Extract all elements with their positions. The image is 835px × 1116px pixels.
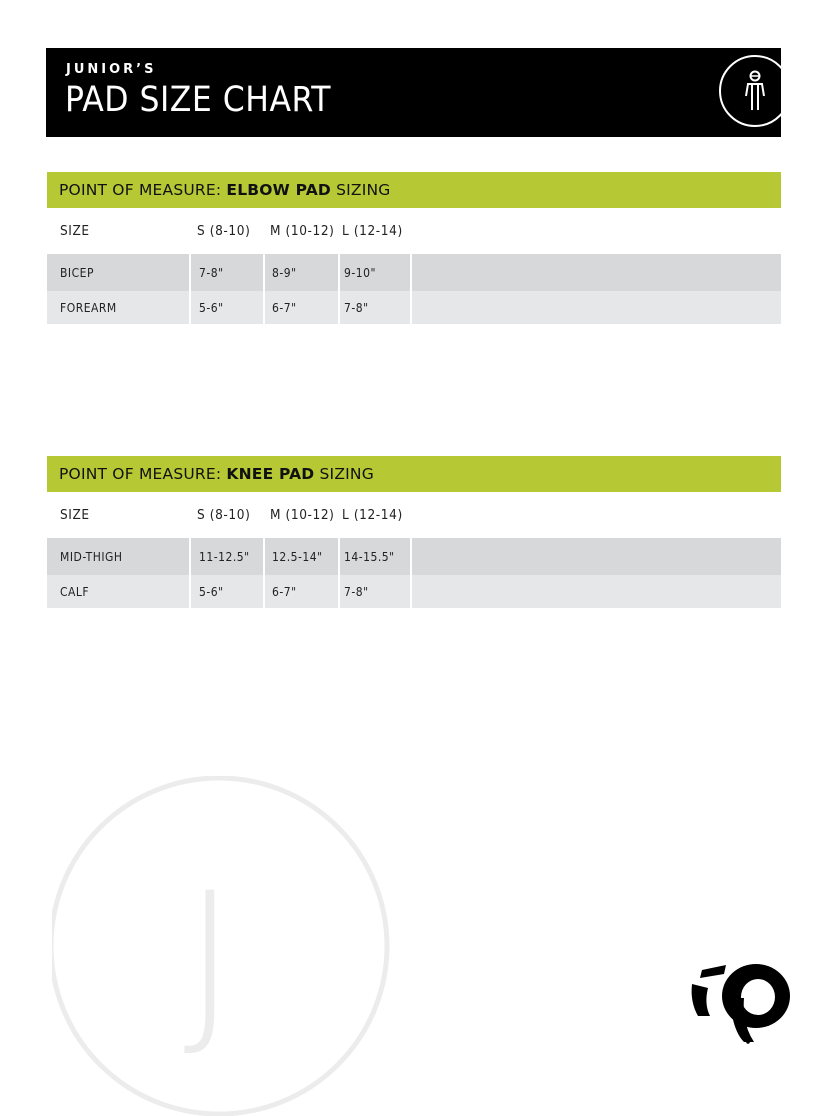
column-header: S (8-10) (197, 223, 251, 239)
table-cell-empty (410, 538, 781, 575)
table-cell: 11-12.5" (189, 538, 263, 575)
watermark-letter: J (183, 855, 237, 1064)
table-cell-empty (410, 254, 781, 291)
table-cell: 14-15.5" (338, 538, 410, 575)
column-header: S (8-10) (197, 507, 251, 523)
row-label: FOREARM (60, 300, 117, 315)
table-header-row (47, 208, 781, 254)
elbow-pad-section (47, 172, 781, 324)
page-title: PAD SIZE CHART (65, 80, 332, 120)
column-header: M (10-12) (270, 223, 335, 239)
table-row (47, 291, 781, 324)
table-row (47, 538, 781, 575)
table-cell-empty (410, 291, 781, 324)
column-header: SIZE (60, 223, 90, 239)
table-header-row (47, 492, 781, 538)
table-cell: 5-6" (189, 575, 263, 608)
table-cell: 7-8" (338, 575, 410, 608)
junior-figure-icon (718, 54, 781, 128)
row-label: MID-THIGH (60, 549, 123, 564)
knee-section-heading: POINT OF MEASURE: KNEE PAD SIZING (47, 456, 781, 492)
table-cell: 6-7" (263, 575, 338, 608)
column-header: L (12-14) (342, 507, 403, 523)
table-cell: 12.5-14" (263, 538, 338, 575)
table-cell: 5-6" (189, 291, 263, 324)
table-cell: 8-9" (263, 254, 338, 291)
row-label: BICEP (60, 265, 94, 280)
column-header: M (10-12) (270, 507, 335, 523)
brand-logo (686, 958, 798, 1046)
table-cell: 9-10" (338, 254, 410, 291)
page-header (46, 48, 781, 137)
table-cell: 7-8" (338, 291, 410, 324)
elbow-section-heading: POINT OF MEASURE: ELBOW PAD SIZING (47, 172, 781, 208)
table-cell: 6-7" (263, 291, 338, 324)
row-label: CALF (60, 584, 90, 599)
table-cell: 7-8" (189, 254, 263, 291)
header-kicker: JUNIOR’S (66, 62, 157, 77)
table-cell-empty (410, 575, 781, 608)
junior-watermark (52, 776, 392, 1116)
column-header: SIZE (60, 507, 90, 523)
table-row (47, 254, 781, 291)
knee-pad-section (47, 456, 781, 608)
table-row (47, 575, 781, 608)
column-header: L (12-14) (342, 223, 403, 239)
